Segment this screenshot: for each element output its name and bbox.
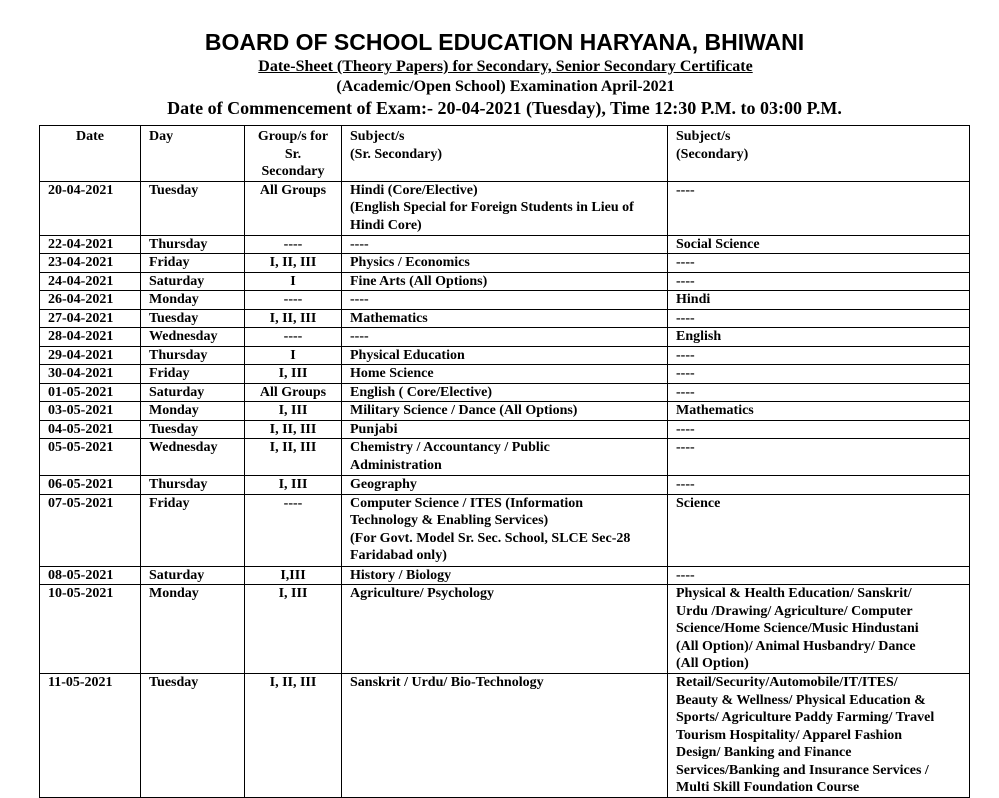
table-row [40, 383, 970, 402]
sr-subject-cell: ---- [342, 235, 668, 254]
day-cell: Saturday [141, 383, 245, 402]
day-cell: Tuesday [141, 420, 245, 439]
day-cell: Friday [141, 254, 245, 273]
sec-subject-cell: Mathematics [668, 402, 970, 421]
date-cell: 01-05-2021 [40, 383, 141, 402]
datesheet-subtitle: Date-Sheet (Theory Papers) for Secondary, Senior Secondary Certificate [258, 58, 753, 75]
sr-subject-cell: Punjabi [342, 420, 668, 439]
table-row [40, 291, 970, 310]
date-cell: 28-04-2021 [40, 328, 141, 347]
sec-subject-cell: ---- [668, 272, 970, 291]
sr-subject-cell: Sanskrit / Urdu/ Bio-Technology [342, 674, 668, 798]
sr-subject-cell: Fine Arts (All Options) [342, 272, 668, 291]
date-cell: 03-05-2021 [40, 402, 141, 421]
date-cell: 29-04-2021 [40, 346, 141, 365]
group-cell: ---- [245, 328, 342, 347]
group-cell: I [245, 346, 342, 365]
group-cell: All Groups [245, 181, 342, 235]
sec-subject-cell: Physical & Health Education/ Sanskrit/ Urdu /Drawing/ Agriculture/ Computer Science/Home Science/Music Hindustani (All Option)/ Animal Husbandry/ Dance (All Option) [668, 585, 970, 674]
table-row [40, 181, 970, 235]
table-row [40, 272, 970, 291]
group-cell: I, III [245, 402, 342, 421]
day-cell: Thursday [141, 346, 245, 365]
sec-subject-cell: Social Science [668, 235, 970, 254]
table-row [40, 365, 970, 384]
day-cell: Saturday [141, 272, 245, 291]
group-cell: ---- [245, 494, 342, 566]
date-cell: 04-05-2021 [40, 420, 141, 439]
sr-subject-cell: Physical Education [342, 346, 668, 365]
date-cell: 23-04-2021 [40, 254, 141, 273]
day-cell: Wednesday [141, 439, 245, 476]
day-cell: Monday [141, 291, 245, 310]
day-cell: Tuesday [141, 181, 245, 235]
table-row [40, 566, 970, 585]
table-row [40, 439, 970, 476]
table-row [40, 235, 970, 254]
sec-subject-cell: ---- [668, 254, 970, 273]
sec-subject-cell: ---- [668, 346, 970, 365]
sec-subject-cell: Science [668, 494, 970, 566]
date-cell: 27-04-2021 [40, 309, 141, 328]
group-cell: I, III [245, 365, 342, 384]
date-cell: 10-05-2021 [40, 585, 141, 674]
day-cell: Friday [141, 365, 245, 384]
table-row [40, 346, 970, 365]
group-cell: I, II, III [245, 420, 342, 439]
group-cell: ---- [245, 291, 342, 310]
group-cell: I, II, III [245, 439, 342, 476]
table-row [40, 402, 970, 421]
sr-subject-cell: Geography [342, 476, 668, 495]
sr-subject-cell: Computer Science / ITES (Information Technology & Enabling Services) (For Govt. Model Sr. Sec. School, SLCE Sec-28 Faridabad only) [342, 494, 668, 566]
group-cell: I, II, III [245, 254, 342, 273]
sr-subject-cell: Hindi (Core/Elective) (English Special for Foreign Students in Lieu of Hindi Core) [342, 181, 668, 235]
date-cell: 26-04-2021 [40, 291, 141, 310]
sec-subject-cell: ---- [668, 566, 970, 585]
sr-subject-cell: Chemistry / Accountancy / Public Administration [342, 439, 668, 476]
table-row [40, 309, 970, 328]
header-group: Group/s for Sr. Secondary [245, 126, 342, 182]
sr-subject-cell: Agriculture/ Psychology [342, 585, 668, 674]
date-cell: 11-05-2021 [40, 674, 141, 798]
header-sec-subject: Subject/s (Secondary) [668, 126, 970, 182]
sec-subject-cell: ---- [668, 309, 970, 328]
sec-subject-cell: Hindi [668, 291, 970, 310]
examination-subtitle: (Academic/Open School) Examination April-2021 [336, 78, 675, 95]
day-cell: Monday [141, 585, 245, 674]
sec-subject-cell: ---- [668, 383, 970, 402]
table-row [40, 254, 970, 273]
day-cell: Tuesday [141, 674, 245, 798]
group-cell: I [245, 272, 342, 291]
sec-subject-cell: ---- [668, 476, 970, 495]
table-row [40, 585, 970, 674]
group-cell: All Groups [245, 383, 342, 402]
table-header-row [40, 126, 970, 182]
sec-subject-cell: ---- [668, 439, 970, 476]
table-row [40, 476, 970, 495]
sr-subject-cell: Home Science [342, 365, 668, 384]
group-cell: I, III [245, 585, 342, 674]
sec-subject-cell: ---- [668, 181, 970, 235]
table-row [40, 494, 970, 566]
date-cell: 06-05-2021 [40, 476, 141, 495]
day-cell: Monday [141, 402, 245, 421]
date-cell: 24-04-2021 [40, 272, 141, 291]
sec-subject-cell: ---- [668, 365, 970, 384]
sr-subject-cell: ---- [342, 291, 668, 310]
date-cell: 30-04-2021 [40, 365, 141, 384]
day-cell: Saturday [141, 566, 245, 585]
header-date: Date [40, 126, 141, 182]
group-cell: I,III [245, 566, 342, 585]
table-row [40, 328, 970, 347]
date-cell: 05-05-2021 [40, 439, 141, 476]
day-cell: Thursday [141, 476, 245, 495]
sr-subject-cell: English ( Core/Elective) [342, 383, 668, 402]
day-cell: Tuesday [141, 309, 245, 328]
sec-subject-cell: ---- [668, 420, 970, 439]
commencement-line: Date of Commencement of Exam:- 20-04-2021 (Tuesday), Time 12:30 P.M. to 03:00 P.M. [167, 98, 842, 118]
date-cell: 20-04-2021 [40, 181, 141, 235]
date-cell: 08-05-2021 [40, 566, 141, 585]
document-header [0, 28, 999, 119]
header-day: Day [141, 126, 245, 182]
date-cell: 22-04-2021 [40, 235, 141, 254]
sr-subject-cell: Mathematics [342, 309, 668, 328]
group-cell: I, II, III [245, 674, 342, 798]
day-cell: Wednesday [141, 328, 245, 347]
day-cell: Friday [141, 494, 245, 566]
header-sr-subject: Subject/s (Sr. Secondary) [342, 126, 668, 182]
sr-subject-cell: ---- [342, 328, 668, 347]
sec-subject-cell: Retail/Security/Automobile/IT/ITES/ Beauty & Wellness/ Physical Education & Sports/ Agriculture Paddy Farming/ Travel Tourism Hospitality/ Apparel Fashion Design/ Banking and Finance Services/Banking and Insurance Services / Multi Skill Foundation Course [668, 674, 970, 798]
sr-subject-cell: Military Science / Dance (All Options) [342, 402, 668, 421]
date-cell: 07-05-2021 [40, 494, 141, 566]
table-row [40, 674, 970, 798]
table-row [40, 420, 970, 439]
day-cell: Thursday [141, 235, 245, 254]
datesheet-table [39, 125, 970, 798]
group-cell: I, II, III [245, 309, 342, 328]
group-cell: ---- [245, 235, 342, 254]
group-cell: I, III [245, 476, 342, 495]
sr-subject-cell: Physics / Economics [342, 254, 668, 273]
board-title: BOARD OF SCHOOL EDUCATION HARYANA, BHIWANI [204, 29, 805, 55]
sr-subject-cell: History / Biology [342, 566, 668, 585]
sec-subject-cell: English [668, 328, 970, 347]
